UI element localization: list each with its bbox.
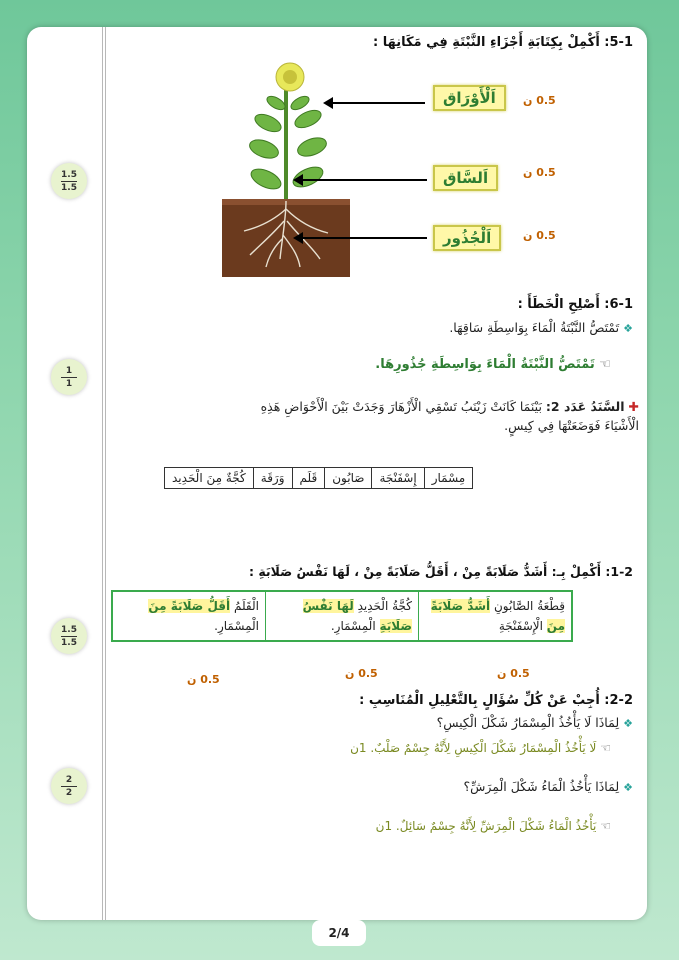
page-number: 2/4 — [312, 920, 366, 946]
item-cell: قَلَم — [292, 468, 325, 489]
item-cell: صَابُون — [325, 468, 372, 489]
pin-icon: ✚ — [628, 399, 639, 414]
points-label: 0.5 ن — [523, 229, 556, 242]
roots-label: اَلْجُذُور — [433, 225, 501, 251]
answer-text: ☜ يَأْخُذُ الْمَاءُ شَكْلَ الْمِرَشِّ لِأَنَّهُ جِسْمٌ سَائِلٌ. 1ن — [375, 819, 611, 833]
item-cell: مِسْمَار — [424, 468, 473, 489]
leaves-label: اَلْأَوْرَاق — [433, 85, 506, 111]
points-label: 0.5 ن — [345, 667, 378, 680]
wrong-sentence: ❖ تَمْتَصُّ النَّبْتَةُ الْمَاءَ بِوَاسِطَةِ سَاقِهَا. — [449, 320, 633, 335]
question-title: 1-2: أَكْمِلْ بِـ: أَشَدُّ صَلَابَةً مِنْ ، أَقَلُّ صَلَابَةً مِنْ ، لَهَا نَفْسُ صَلَابَةِ : — [248, 564, 633, 579]
diamond-icon: ❖ — [623, 717, 633, 730]
comparison-cell: قِطْعَةُ الصَّابُونِ أَشَدُّ صَلَابَةً مِنَ الْإِسْفَنْجَةِ — [419, 591, 573, 641]
score-circle: 1 1 — [51, 359, 87, 395]
score-circle: 2 2 — [51, 768, 87, 804]
points-label: 0.5 ن — [497, 667, 530, 680]
margin-line — [102, 27, 103, 920]
hand-pointer-icon: ☜ — [599, 357, 611, 372]
comparison-cell: كُجَّةُ الْحَدِيدِ لَهَا نَفْسُ صَلَابَةِ الْمِسْمَارِ. — [266, 591, 419, 641]
points-label: 0.5 ن — [523, 166, 556, 179]
sanad-paragraph: ✚ السَّنَدُ عَدَد 2: بَيْنَمَا كَانَتْ زَيْنَبُ تَسْقِي الْأَزْهَارَ وَجَدَتْ بَيْنَ الْأَحْوَاضِ هَذِهِ الْأَشْيَاءَ فَوَضَعَتْهَا فِي كِيسٍ. — [260, 399, 639, 433]
stem-label: اَلسَّاق — [433, 165, 498, 191]
question-title: 5-1: أَكْمِلْ بِكِتَابَةِ أَجْزَاءِ النَّبْتَةِ فِي مَكَانِهَا : — [373, 35, 633, 50]
arrow-icon — [325, 102, 425, 104]
comparison-table — [111, 590, 573, 642]
item-cell: وَرَقَة — [253, 468, 292, 489]
diamond-icon: ❖ — [623, 781, 633, 794]
comparison-cell: الْقَلَمُ أَقَلُّ صَلَابَةً مِنَ الْمِسْمَارِ. — [112, 591, 266, 641]
score-circle: 1.5 1.5 — [51, 618, 87, 654]
score-circle: 1.5 1.5 — [51, 163, 87, 199]
item-cell: كُجَّةٌ مِنَ الْحَدِيد — [165, 468, 254, 489]
hand-pointer-icon: ☜ — [600, 819, 611, 833]
question-title: 2-2: أُجِبْ عَنْ كُلِّ سُؤَالٍ بِالتَّعْلِيلِ الْمُنَاسِبِ : — [359, 693, 633, 708]
question-line: ❖ لِمَاذَا لَا يَأْخُذُ الْمِسْمَارُ شَكْلَ الْكِيسِ؟ — [436, 715, 633, 730]
hand-pointer-icon: ☜ — [600, 741, 611, 755]
worksheet-page — [27, 27, 647, 920]
points-label: 0.5 ن — [187, 673, 220, 686]
points-label: 0.5 ن — [523, 94, 556, 107]
item-cell: إِسْفَنْجَة — [372, 468, 424, 489]
plant-illustration — [220, 49, 352, 279]
diamond-icon: ❖ — [623, 322, 633, 335]
answer-text: ☜ تَمْتَصُّ النَّبْتَةُ الْمَاءَ بِوَاسِطَةِ جُذُورِهَا. — [375, 357, 611, 372]
arrow-icon — [295, 179, 427, 181]
question-title: 6-1: أَصْلِحِ الْخَطَأَ : — [517, 297, 633, 312]
question-line: ❖ لِمَاذَا يَأْخُذُ الْمَاءُ شَكْلَ الْمِرَشِّ؟ — [463, 779, 633, 794]
arrow-icon — [295, 237, 427, 239]
items-table — [164, 467, 473, 489]
margin-line — [105, 27, 106, 920]
answer-text: ☜ لَا يَأْخُذُ الْمِسْمَارُ شَكْلَ الْكِيسِ لِأَنَّهُ جِسْمٌ صَلْبٌ. 1ن — [350, 741, 611, 755]
